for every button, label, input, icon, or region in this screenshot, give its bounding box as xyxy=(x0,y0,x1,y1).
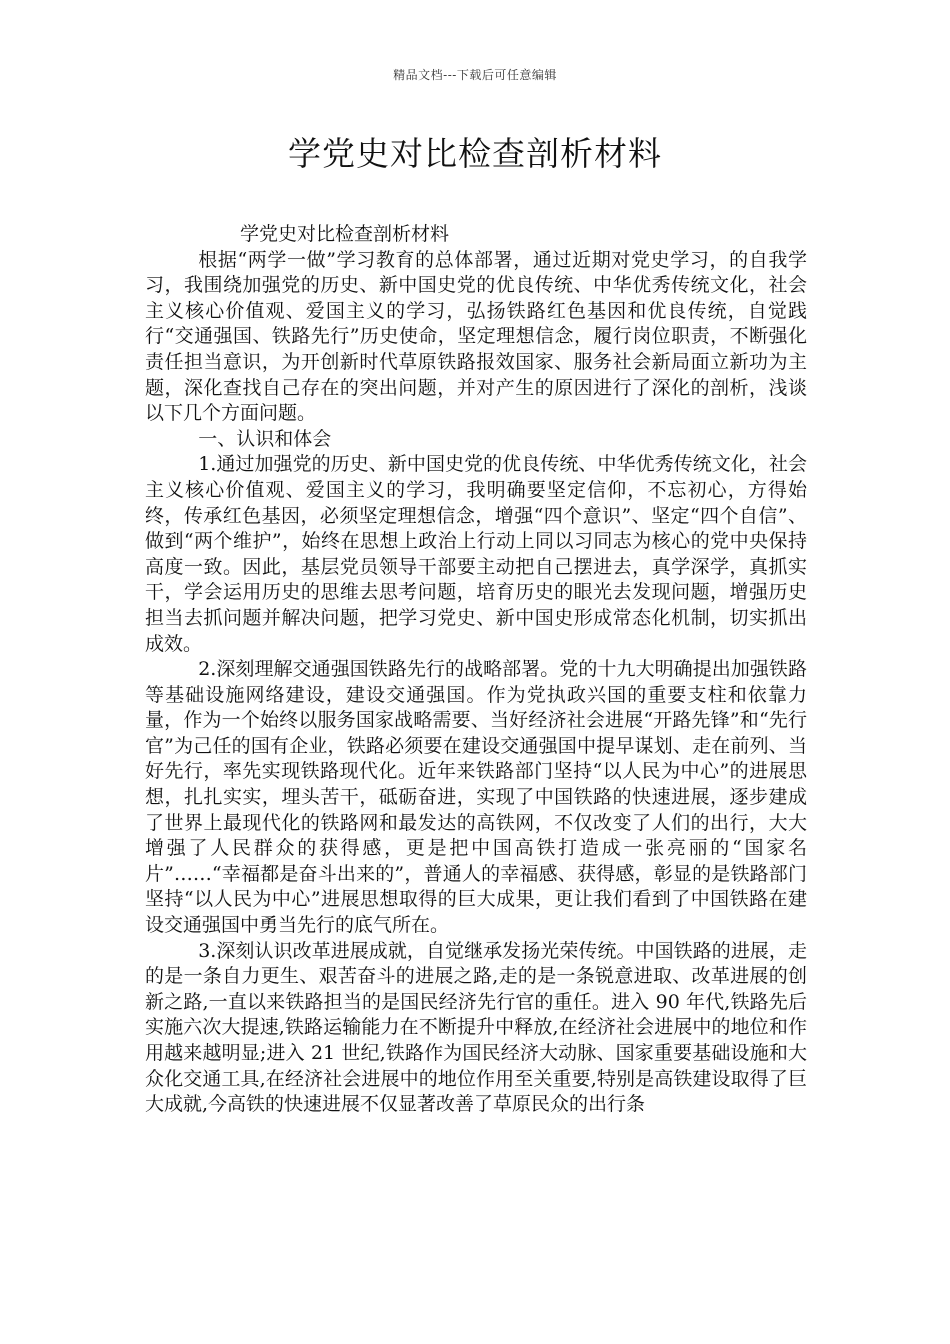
page-title: 学党史对比检查剖析材料 xyxy=(288,134,662,173)
intro-paragraph: 根据“两学一做”学习教育的总体部署，通过近期对党史学习，的自我学习，我围绕加强党的历史、新中国史党的优良传统、中华优秀传统文化，社会主义核心价值观、爱国主义的学习，弘扬铁路红色基因和优良传统，自觉践行“交通强国、铁路先行”历史使命，坚定理想信念，履行岗位职责，不断强化责任担当意识，为开创新时代草原铁路报效国家、服务社会新局面立新功为主题，深化查找自己存在的突出问题，并对产生的原因进行了深化的剖析，浅谈以下几个方面问题。 xyxy=(145,248,807,425)
body-paragraph: 3.深刻认识改革进展成就，自觉继承发扬光荣传统。中国铁路的进展，走的是一条自力更生、艰苦奋斗的进展之路,走的是一条锐意进取、改革进展的创新之路,一直以来铁路担当的是国民经济先行官的重任。进入 90 年代,铁路先后实施六次大提速,铁路运输能力在不断提升中释放,在经济社会进展中的地位和作用越来越明显;进入 21 世纪,铁路作为国民经济大动脉、国家重要基础设施和大众化交通工具,在经济社会进展中的地位作用至关重要,特别是高铁建设取得了巨大成就,今高铁的快速进展不仅显著改善了草原民众的出行条 xyxy=(145,939,807,1116)
header-note: 精品文档---下载后可任意编辑 xyxy=(393,68,557,82)
body-paragraph: 1.通过加强党的历史、新中国史党的优良传统、中华优秀传统文化，社会主义核心价值观、爱国主义的学习，我明确要坚定信仰，不忘初心，方得始终，传承红色基因，必须坚定理想信念，增强“四个意识”、坚定“四个自信”、做到“两个维护”，始终在思想上政治上行动上同以习同志为核心的党中央保持高度一致。因此，基层党员领导干部要主动把自己摆进去，真学深学，真抓实干，学会运用历史的思维去思考问题，培育历史的眼光去发现问题，增强历史担当去抓问题并解决问题，把学习党史、新中国史形成常态化机制，切实抓出成效。 xyxy=(145,453,807,655)
section-heading: 一、认识和体会 xyxy=(198,427,332,450)
body-paragraph: 2.深刻理解交通强国铁路先行的战略部署。党的十九大明确提出加强铁路等基础设施网络建设，建设交通强国。作为党执政兴国的重要支柱和依靠力量，作为一个始终以服务国家战略需要、当好经济社会进展“开路先锋”和“先行官”为己任的国有企业，铁路必须要在建设交通强国中提早谋划、走在前列、当好先行，率先实现铁路现代化。近年来铁路部门坚持“以人民为中心”的进展思想，扎扎实实，埋头苦干，砥砺奋进，实现了中国铁路的快速进展，逐步建成了世界上最现代化的铁路网和最发达的高铁网，不仅改变了人们的出行，大大增强了人民群众的获得感，更是把中国高铁打造成一张亮丽的“国家名片”……“幸福都是奋斗出来的”，普通人的幸福感、获得感，彰显的是铁路部门坚持“以人民为中心”进展思想取得的巨大成果，更让我们看到了中国铁路在建设交通强国中勇当先行的底气所在。 xyxy=(145,658,807,937)
body-subtitle: 学党史对比检查剖析材料 xyxy=(240,223,450,245)
document-body xyxy=(145,222,807,1118)
